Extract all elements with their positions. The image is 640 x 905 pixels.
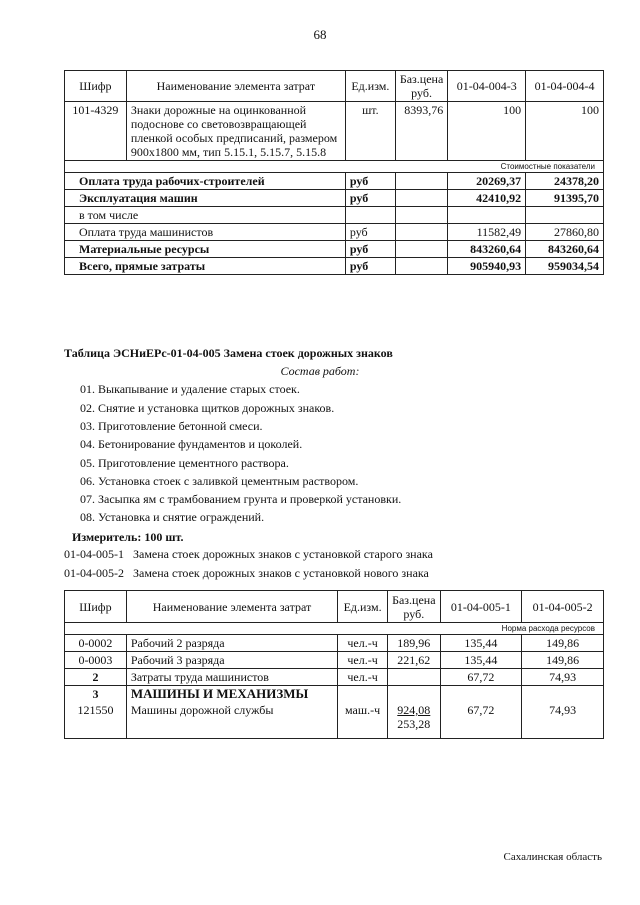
row-value-1: 67,72 [440, 702, 522, 738]
table-row [65, 635, 604, 652]
cost-name: в том числе [65, 207, 346, 224]
cost-name: Оплата труда машинистов [65, 224, 346, 241]
work-item: 03. Приготовление бетонной смеси. [80, 419, 263, 433]
header-col-2: 01-04-005-2 [522, 591, 604, 623]
row-name: Машины дорожной службы [126, 702, 337, 738]
header-name: Наименование элемента затрат [126, 71, 345, 102]
row-price-secondary: 253,28 [397, 717, 431, 731]
section-row [65, 623, 604, 635]
resource-table-2 [64, 590, 604, 739]
cost-unit: руб [345, 258, 395, 275]
header-unit: Ед.изм. [338, 591, 388, 623]
header-name: Наименование элемента затрат [126, 591, 337, 623]
row-unit: чел.-ч [338, 669, 388, 686]
cost-row [65, 224, 604, 241]
row-value-1: 100 [448, 102, 526, 161]
variant-text: Замена стоек дорожных знаков с установкой старого знака [133, 547, 433, 561]
row-price [388, 669, 440, 686]
work-item: 05. Приготовление цементного раствора. [80, 456, 289, 470]
header-col-1: 01-04-004-3 [448, 71, 526, 102]
cost-value-1: 843260,64 [448, 241, 526, 258]
cost-value-1: 42410,92 [448, 190, 526, 207]
row-code: 101-4329 [65, 102, 127, 161]
row-price: 924,08 [397, 703, 431, 717]
row-price: 8393,76 [395, 102, 447, 161]
cost-name: Оплата труда рабочих-строителей [65, 173, 346, 190]
header-unit: Ед.изм. [345, 71, 395, 102]
work-item: 06. Установка стоек с заливкой цементным раствором. [80, 474, 359, 488]
cost-row [65, 173, 604, 190]
work-item: 01. Выкапывание и удаление старых стоек. [80, 382, 300, 396]
variant-code: 01-04-005-2 [64, 566, 124, 580]
cost-value-2: 959034,54 [526, 258, 604, 275]
row-value-2: 149,86 [522, 652, 604, 669]
row-name: Затраты труда машинистов [126, 669, 337, 686]
cost-unit: руб [345, 173, 395, 190]
table-row [65, 652, 604, 669]
header-price: Баз.цена руб. [388, 591, 440, 623]
row-name: Рабочий 2 разряда [126, 635, 337, 652]
page-number: 68 [313, 27, 327, 42]
row-value-2: 149,86 [522, 635, 604, 652]
work-item: 07. Засыпка ям с трамбованием грунта и проверкой установки. [80, 492, 402, 506]
table-header-row [65, 71, 604, 102]
cost-value-1: 905940,93 [448, 258, 526, 275]
work-item: 02. Снятие и установка щитков дорожных знаков. [80, 401, 335, 415]
cost-value-2: 27860,80 [526, 224, 604, 241]
cost-name: Материальные ресурсы [65, 241, 346, 258]
row-name: Рабочий 3 разряда [126, 652, 337, 669]
row-price: 221,62 [388, 652, 440, 669]
cost-value-1: 11582,49 [448, 224, 526, 241]
cost-row [65, 241, 604, 258]
row-name: МАШИНЫ И МЕХАНИЗМЫ [126, 686, 337, 703]
table-row [65, 686, 604, 703]
row-price-cell [388, 702, 440, 738]
table-row [65, 669, 604, 686]
row-value-1: 67,72 [440, 669, 522, 686]
section-label: Норма расхода ресурсов [65, 623, 604, 635]
row-value-2: 74,93 [522, 702, 604, 738]
header-price: Баз.цена руб. [395, 71, 447, 102]
row-unit: шт. [345, 102, 395, 161]
cost-value-2: 24378,20 [526, 173, 604, 190]
row-name: Знаки дорожные на оцинкованной подоснове со световозвращающей пленкой особых предписаний, размером 900х1800 мм, тип 5.15.1, 5.15.7, 5.15.8 [126, 102, 345, 161]
cost-unit: руб [345, 224, 395, 241]
cost-row [65, 190, 604, 207]
section-label: Стоимостные показатели [65, 161, 604, 173]
row-value-1: 135,44 [440, 652, 522, 669]
header-col-2: 01-04-004-4 [526, 71, 604, 102]
variant-line [64, 566, 429, 581]
row-value-2: 74,93 [522, 669, 604, 686]
row-unit: маш.-ч [338, 702, 388, 738]
table-row [65, 702, 604, 738]
row-value-1: 135,44 [440, 635, 522, 652]
cost-unit: руб [345, 190, 395, 207]
table-header-row [65, 591, 604, 623]
cost-value-1: 20269,37 [448, 173, 526, 190]
cost-unit: руб [345, 241, 395, 258]
header-col-1: 01-04-005-1 [440, 591, 522, 623]
header-code: Шифр [65, 591, 127, 623]
variant-code: 01-04-005-1 [64, 547, 124, 561]
cost-name: Всего, прямые затраты [65, 258, 346, 275]
header-code: Шифр [65, 71, 127, 102]
cost-value-2: 91395,70 [526, 190, 604, 207]
cost-row [65, 258, 604, 275]
measurer: Измеритель: 100 шт. [72, 530, 184, 544]
row-code: 0-0003 [65, 652, 127, 669]
row-value-2: 100 [526, 102, 604, 161]
footer-region: Сахалинская область [503, 851, 602, 863]
section-row [65, 161, 604, 173]
row-code: 3 [65, 686, 127, 703]
resource-table-1 [64, 70, 604, 275]
table-title: Таблица ЭСНиЕРс-01-04-005 Замена стоек дорожных знаков [64, 346, 393, 360]
row-code: 2 [65, 669, 127, 686]
cost-row [65, 207, 604, 224]
row-code: 0-0002 [65, 635, 127, 652]
variant-line [64, 547, 433, 562]
cost-name: Эксплуатация машин [65, 190, 346, 207]
row-price: 189,96 [388, 635, 440, 652]
work-item: 04. Бетонирование фундаментов и цоколей. [80, 437, 303, 451]
row-unit: чел.-ч [338, 652, 388, 669]
work-item: 08. Установка и снятие ограждений. [80, 510, 265, 524]
variant-text: Замена стоек дорожных знаков с установкой нового знака [133, 566, 429, 580]
table-row [65, 102, 604, 161]
row-code: 121550 [65, 702, 127, 738]
composition-title: Состав работ: [280, 364, 360, 378]
row-unit: чел.-ч [338, 635, 388, 652]
cost-value-2: 843260,64 [526, 241, 604, 258]
